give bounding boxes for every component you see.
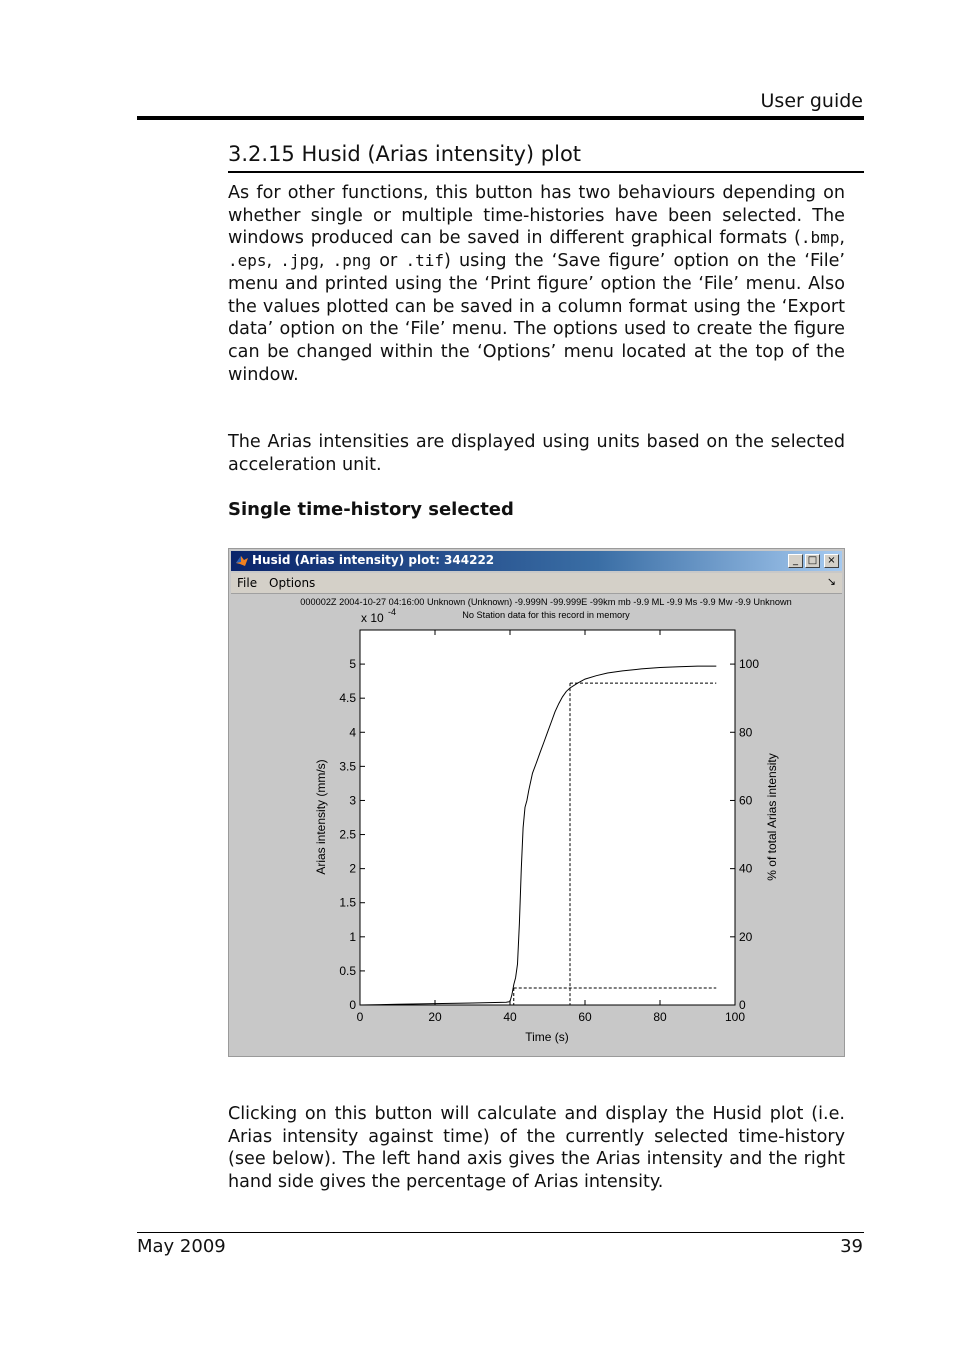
close-button[interactable]: × — [824, 554, 839, 568]
running-header: User guide — [760, 90, 863, 112]
format-sep: or — [371, 251, 406, 272]
y2-axis-label: % of total Arias intensity — [765, 753, 779, 881]
x-tick-label: 100 — [724, 1010, 746, 1024]
menu-options[interactable]: Options — [269, 576, 316, 590]
y-tick-label: 3 — [349, 793, 356, 808]
dock-arrow-icon[interactable]: ↘ — [826, 575, 836, 588]
y-tick-label: 5 — [349, 657, 356, 672]
y-tick-label: 0.5 — [339, 963, 356, 978]
x-axis-label: Time (s) — [525, 1030, 569, 1044]
y2-tick-label: 60 — [739, 793, 753, 808]
footer-rule — [137, 1232, 864, 1233]
intro-paragraph — [228, 182, 845, 386]
y2-tick-label: 40 — [739, 861, 753, 876]
intro-text-end: ) using the ‘Save figure’ option on the ‘File’ menu and printed using the ‘Print figure’ option the ‘File’ menu. Also the values plotted can be saved in a column format using the ‘Export data’ option on the ‘File’ menu. The options used to create the figure can be changed within the ‘Options’ menu located at the top of the window. — [228, 251, 846, 385]
format-jpg: .jpg — [280, 251, 319, 271]
page-number: 39 — [840, 1236, 863, 1257]
y-tick-label: 1.5 — [339, 895, 356, 910]
y2-tick-label: 20 — [739, 929, 753, 944]
y-tick-label: 2.5 — [339, 827, 356, 842]
y-tick-label: 0 — [349, 998, 356, 1012]
description-paragraph: Clicking on this button will calculate and display the Husid plot (i.e. Arias intensity against time) of the currently selected time-history (see below). The left hand axis gives the Arias intensity and the right hand side gives the percentage of Arias intensity. — [228, 1104, 845, 1193]
x-tick-label: 20 — [428, 1010, 442, 1024]
window-title: Husid (Arias intensity) plot: 344222 — [252, 553, 495, 567]
y-tick-label: 2 — [349, 861, 356, 876]
husid-plot-window — [228, 548, 845, 1057]
y2-tick-label: 80 — [739, 725, 753, 740]
x-tick-label: 0 — [356, 1010, 364, 1024]
minimize-button[interactable]: _ — [788, 554, 803, 568]
y-tick-label: 4 — [349, 725, 356, 740]
y-axis-label: Arias intensity (mm/s) — [314, 759, 328, 875]
x-tick-label: 40 — [503, 1010, 517, 1024]
format-sep: , — [839, 228, 845, 249]
format-eps: .eps — [228, 251, 267, 271]
format-bmp: .bmp — [800, 228, 840, 248]
exponent-base: x 10 — [361, 611, 384, 625]
husid-chart — [229, 549, 844, 1056]
format-sep: , — [318, 251, 333, 272]
section-rule — [228, 171, 864, 173]
station-note: No Station data for this record in memory — [462, 610, 630, 620]
section-title: 3.2.15 Husid (Arias intensity) plot — [228, 142, 582, 166]
header-rule — [137, 116, 864, 120]
footer-date: May 2009 — [137, 1236, 226, 1257]
menu-file[interactable]: File — [237, 576, 258, 590]
y2-tick-label: 0 — [739, 998, 746, 1012]
x-tick-label: 80 — [653, 1010, 667, 1024]
y-tick-label: 3.5 — [339, 759, 356, 774]
format-sep: , — [266, 251, 281, 272]
subheading: Single time-history selected — [228, 499, 514, 520]
x-tick-label: 60 — [578, 1010, 592, 1024]
record-info: 000002Z 2004-10-27 04:16:00 Unknown (Unknown) -9.999N -99.999E -99km mb -9.9 ML -9.9 Ms -9.9 Mw -9.9 Unknown — [300, 597, 792, 607]
format-tif: .tif — [405, 251, 444, 271]
y-tick-label: 1 — [349, 929, 356, 944]
exponent-power: -4 — [388, 607, 397, 617]
format-png: .png — [332, 251, 372, 271]
maximize-button[interactable]: □ — [805, 554, 820, 568]
units-paragraph: The Arias intensities are displayed using units based on the selected acceleration unit. — [228, 432, 845, 475]
y-tick-label: 4.5 — [339, 691, 356, 706]
plot-area — [360, 630, 735, 1005]
intro-text-start: As for other functions, this button has two behaviours depending on whether single or multiple time-histories have been selected. The windows produced can be saved in different graphical formats ( — [228, 183, 845, 249]
y2-tick-label: 100 — [739, 657, 760, 672]
